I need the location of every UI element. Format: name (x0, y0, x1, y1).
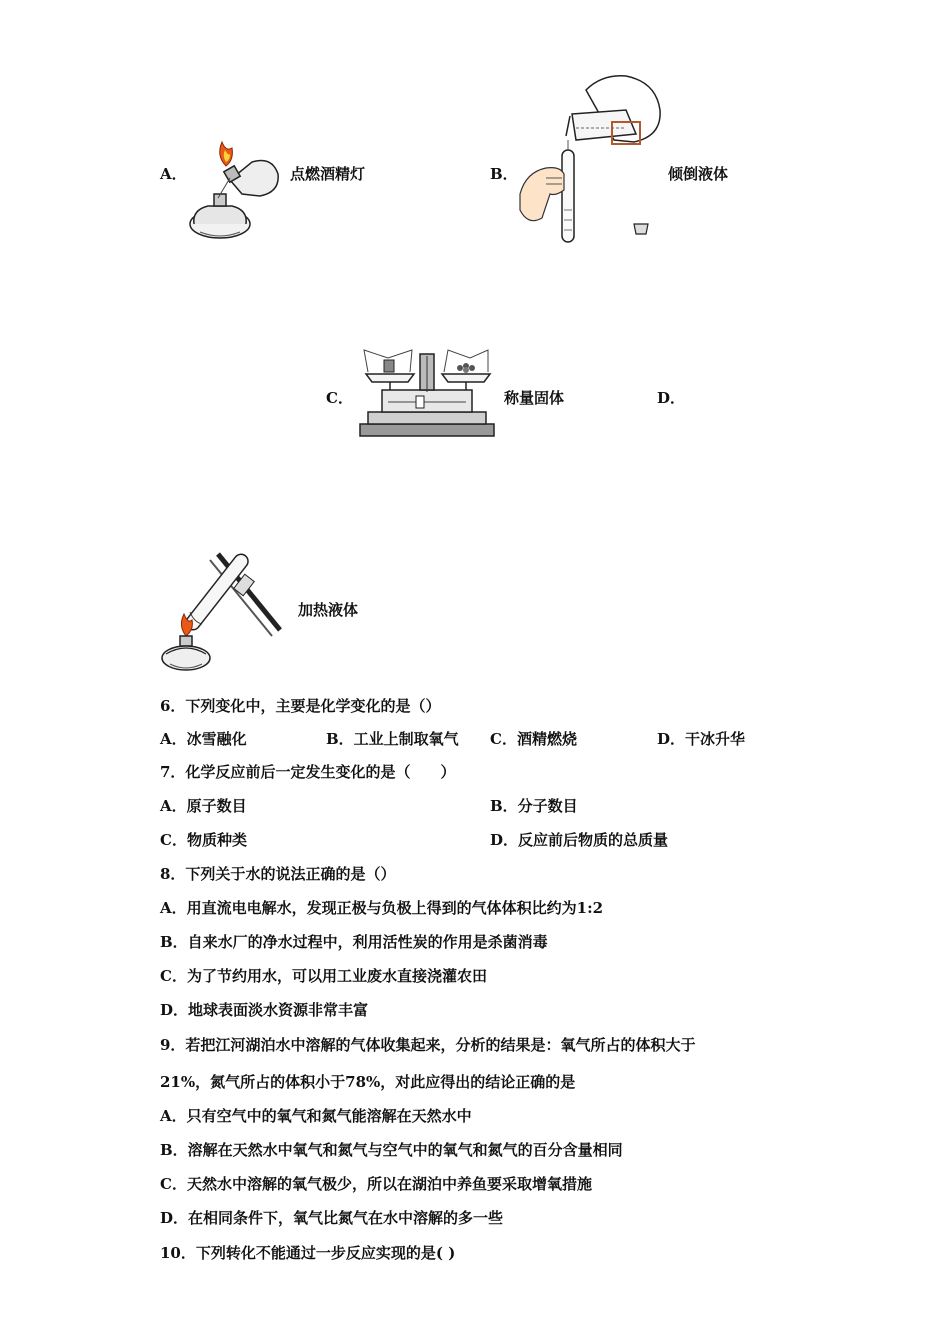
option-label: 倾倒液体 (668, 165, 729, 183)
question-stem: 6．下列变化中，主要是化学变化的是（） (160, 697, 441, 715)
option-c: C．天然水中溶解的氧气极少，所以在湖泊中养鱼要采取增氧措施 (160, 1175, 592, 1193)
option-b: B．工业上制取氧气 (326, 730, 459, 748)
option-b: B．自来水厂的净水过程中，利用活性炭的作用是杀菌消毒 (160, 933, 548, 951)
option-a: A．只有空气中的氧气和氮气能溶解在天然水中 (160, 1107, 472, 1125)
option-a: A．用直流电电解水，发现正极与负极上得到的气体体积比约为1:2 (160, 899, 604, 917)
option-letter: C． (326, 389, 353, 407)
option-label: 点燃酒精灯 (290, 165, 366, 183)
question-stem-line-2: 21%，氮气所占的体积小于78%，对此应得出的结论正确的是 (160, 1073, 576, 1091)
option-d: D．反应前后物质的总质量 (490, 831, 669, 849)
option-d: D．干冰升华 (657, 730, 746, 748)
option-d: D．在相同条件下，氧气比氮气在水中溶解的多一些 (160, 1209, 504, 1227)
heating-liquid-illustration (160, 546, 290, 676)
option-letter: A． (160, 165, 187, 183)
option-a: A．原子数目 (160, 797, 247, 815)
option-b: B．溶解在天然水中氧气和氮气与空气中的氧气和氮气的百分含量相同 (160, 1141, 623, 1159)
question-stem-line-1: 9．若把江河湖泊水中溶解的气体收集起来，分析的结果是：氧气所占的体积大于 (160, 1036, 696, 1054)
question-stem: 8．下列关于水的说法正确的是（） (160, 865, 396, 883)
option-c: C．为了节约用水，可以用工业废水直接浇灌农田 (160, 967, 487, 985)
option-b: B．分子数目 (490, 797, 578, 815)
pouring-liquid-illustration (516, 70, 666, 246)
option-letter: B． (490, 165, 518, 183)
option-d: D．地球表面淡水资源非常丰富 (160, 1001, 369, 1019)
balance-weighing-solid-illustration (358, 346, 498, 438)
option-a: A．冰雪融化 (160, 730, 247, 748)
option-c: C．酒精燃烧 (490, 730, 577, 748)
question-stem: 10．下列转化不能通过一步反应实现的是( ) (160, 1244, 456, 1262)
option-letter: D． (657, 389, 686, 407)
option-label: 称量固体 (504, 389, 565, 407)
question-stem: 7．化学反应前后一定发生变化的是（ ） (160, 763, 456, 781)
option-label: 加热液体 (298, 601, 359, 619)
option-c: C．物质种类 (160, 831, 247, 849)
lighting-alcohol-lamp-illustration (186, 140, 286, 244)
